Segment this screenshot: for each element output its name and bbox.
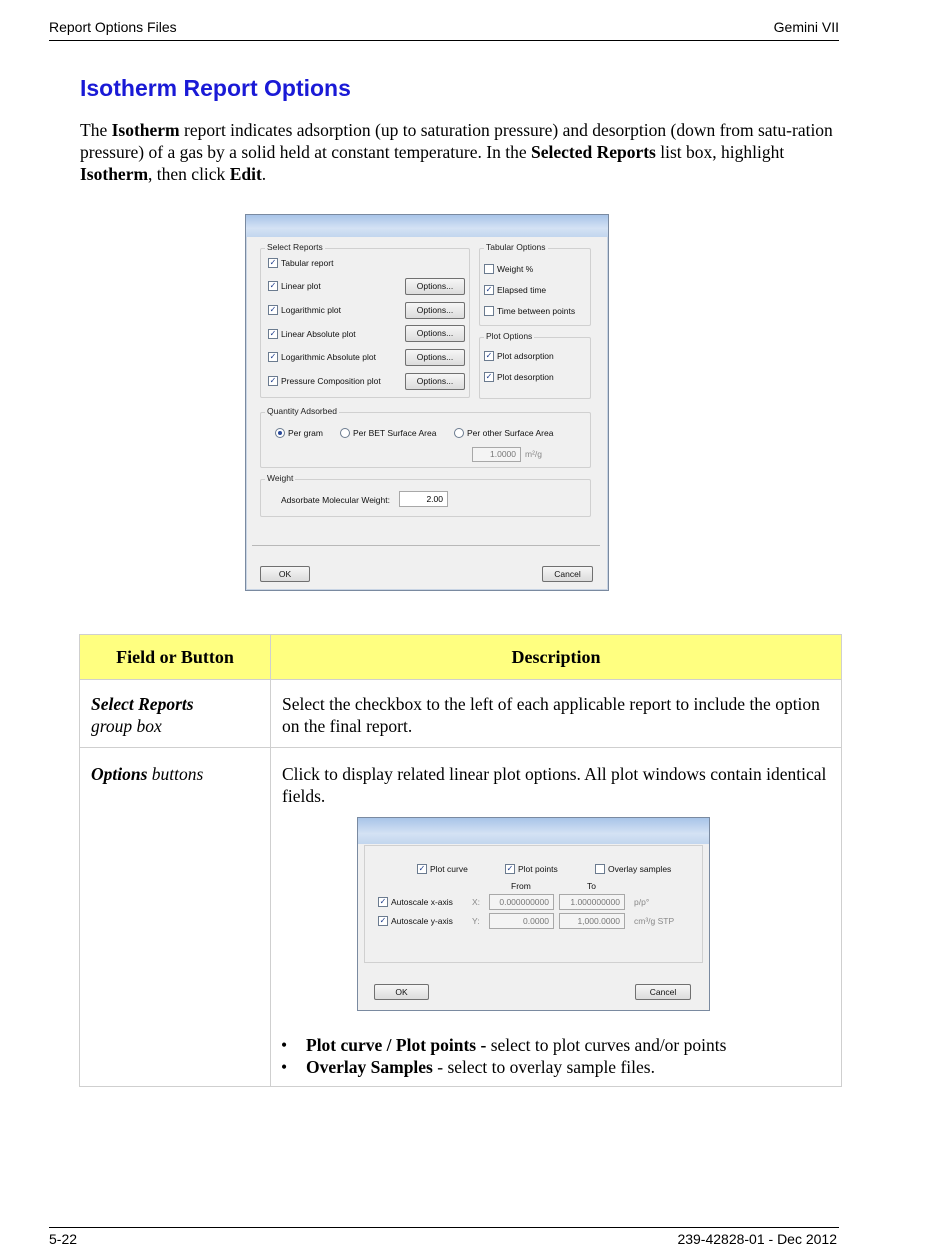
checkbox-box: ✓ [269, 281, 277, 290]
surface-area-input[interactable]: 1.0000 [472, 447, 521, 462]
checkbox-box: ✓ [379, 916, 387, 925]
checkbox-plot-desorption[interactable]: ✓ Plot desorption [485, 372, 554, 382]
ok-button[interactable]: OK [374, 984, 429, 1000]
checkbox-box: ✓ [269, 352, 277, 361]
checkbox-autoscale-y[interactable]: ✓ Autoscale y-axis [379, 916, 453, 926]
table-row-divider [80, 747, 841, 748]
molecular-weight-label: Adsorbate Molecular Weight: [281, 495, 390, 505]
running-header-right: Gemini VII [773, 19, 839, 35]
checkbox-linear-plot[interactable]: ✓ Linear plot [269, 281, 321, 291]
table-cell-description: Click to display related linear plot options. All plot windows contain identical fields. [282, 764, 827, 806]
radio-dot [454, 428, 464, 438]
checkbox-pressure-composition-plot[interactable]: ✓ Pressure Composition plot [269, 376, 381, 386]
checkbox-tabular-report[interactable]: ✓ Tabular report [269, 258, 334, 268]
checkbox-plot-points[interactable]: ✓ Plot points [506, 864, 558, 874]
plot-options-label: Plot Options [486, 331, 533, 341]
radio-per-gram[interactable]: Per gram [275, 428, 323, 438]
table-header-field: Field or Button [116, 647, 234, 667]
header-rule [49, 40, 839, 41]
running-header-left: Report Options Files [49, 19, 177, 35]
select-reports-label: Select Reports [267, 242, 323, 252]
list-item: • Plot curve / Plot points - select to plot curves and/or points [281, 1035, 727, 1055]
document-number: 239-42828-01 - Dec 2012 [677, 1231, 837, 1247]
checkbox-box: ✓ [506, 864, 514, 873]
radio-dot [340, 428, 350, 438]
checkbox-logarithmic-plot[interactable]: ✓ Logarithmic plot [269, 305, 342, 315]
table-row-divider [80, 679, 841, 680]
table-header-description: Description [511, 647, 601, 667]
intro-paragraph: The Isotherm report indicates adsorption (up to saturation pressure) and desorption (down from satu-ration pressure) of a gas by a solid held at constant temperature. In the Selected Reports list box, highlight Isotherm, then click Edit. [80, 120, 833, 184]
tabular-options-label: Tabular Options [486, 242, 546, 252]
checkbox-time-between-points[interactable]: Time between points [484, 306, 575, 316]
y-axis-label: Y: [472, 916, 480, 926]
checkbox-overlay-samples[interactable]: Overlay samples [595, 864, 671, 874]
checkbox-box [595, 864, 605, 874]
checkbox-box [484, 306, 494, 316]
dialog-title-bar [246, 215, 608, 237]
checkbox-box: ✓ [269, 376, 277, 385]
table-column-divider [270, 635, 271, 1086]
ok-button[interactable]: OK [260, 566, 310, 582]
checkbox-elapsed-time[interactable]: ✓ Elapsed time [485, 285, 547, 295]
page-number: 5-22 [49, 1231, 78, 1247]
x-from-input[interactable]: 0.000000000 [489, 894, 554, 910]
surface-area-unit: m²/g [525, 449, 542, 459]
list-item: • Overlay Samples - select to overlay sample files. [281, 1057, 655, 1077]
quantity-adsorbed-group [260, 412, 591, 468]
x-axis-label: X: [472, 897, 481, 907]
checkbox-plot-curve[interactable]: ✓ Plot curve [418, 864, 468, 874]
from-column-label: From [511, 881, 531, 891]
checkbox-box: ✓ [485, 351, 493, 360]
bullet-list [281, 1034, 821, 1078]
checkbox-box: ✓ [418, 864, 426, 873]
table-cell-description: Select the checkbox to the left of each applicable report to include the option on the final report. [282, 694, 820, 736]
radio-dot [275, 428, 285, 438]
dialog-separator [252, 545, 600, 546]
y-from-input[interactable]: 0.0000 [489, 913, 554, 929]
checkbox-box: ✓ [269, 258, 277, 267]
x-unit-label: p/p° [634, 897, 650, 907]
quantity-adsorbed-label: Quantity Adsorbed [267, 406, 337, 416]
cancel-button[interactable]: Cancel [542, 566, 593, 582]
to-column-label: To [587, 881, 596, 891]
cancel-button[interactable]: Cancel [635, 984, 691, 1000]
checkbox-box: ✓ [485, 285, 493, 294]
checkbox-weight-percent[interactable]: Weight % [484, 264, 533, 274]
section-title: Isotherm Report Options [80, 75, 351, 101]
radio-per-bet-surface-area[interactable]: Per BET Surface Area [340, 428, 436, 438]
checkbox-box: ✓ [269, 305, 277, 314]
linear-plot-options-button[interactable]: Options... [405, 278, 465, 295]
checkbox-box [484, 264, 494, 274]
weight-label: Weight [267, 473, 294, 483]
plot-options-dialog [357, 817, 710, 1011]
checkbox-box: ✓ [379, 897, 387, 906]
y-unit-label: cm³/g STP [634, 916, 675, 926]
checkbox-autoscale-x[interactable]: ✓ Autoscale x-axis [379, 897, 453, 907]
checkbox-logarithmic-absolute-plot[interactable]: ✓ Logarithmic Absolute plot [269, 352, 376, 362]
linear-absolute-plot-options-button[interactable]: Options... [405, 325, 465, 342]
table-cell-field: Options buttons [91, 764, 204, 784]
radio-per-other-surface-area[interactable]: Per other Surface Area [454, 428, 553, 438]
checkbox-box: ✓ [485, 372, 493, 381]
logarithmic-plot-options-button[interactable]: Options... [405, 302, 465, 319]
checkbox-box: ✓ [269, 329, 277, 338]
footer-rule [49, 1227, 839, 1228]
checkbox-linear-absolute-plot[interactable]: ✓ Linear Absolute plot [269, 329, 356, 339]
pressure-composition-plot-options-button[interactable]: Options... [405, 373, 465, 390]
table-cell-field: Select Reports group box [91, 694, 194, 736]
plot-options-group [479, 337, 591, 399]
logarithmic-absolute-plot-options-button[interactable]: Options... [405, 349, 465, 366]
isotherm-options-dialog [245, 214, 609, 591]
dialog-title-bar [358, 818, 709, 844]
checkbox-plot-adsorption[interactable]: ✓ Plot adsorption [485, 351, 554, 361]
molecular-weight-input[interactable]: 2.00 [399, 491, 448, 507]
x-to-input[interactable]: 1.000000000 [559, 894, 625, 910]
y-to-input[interactable]: 1,000.0000 [559, 913, 625, 929]
